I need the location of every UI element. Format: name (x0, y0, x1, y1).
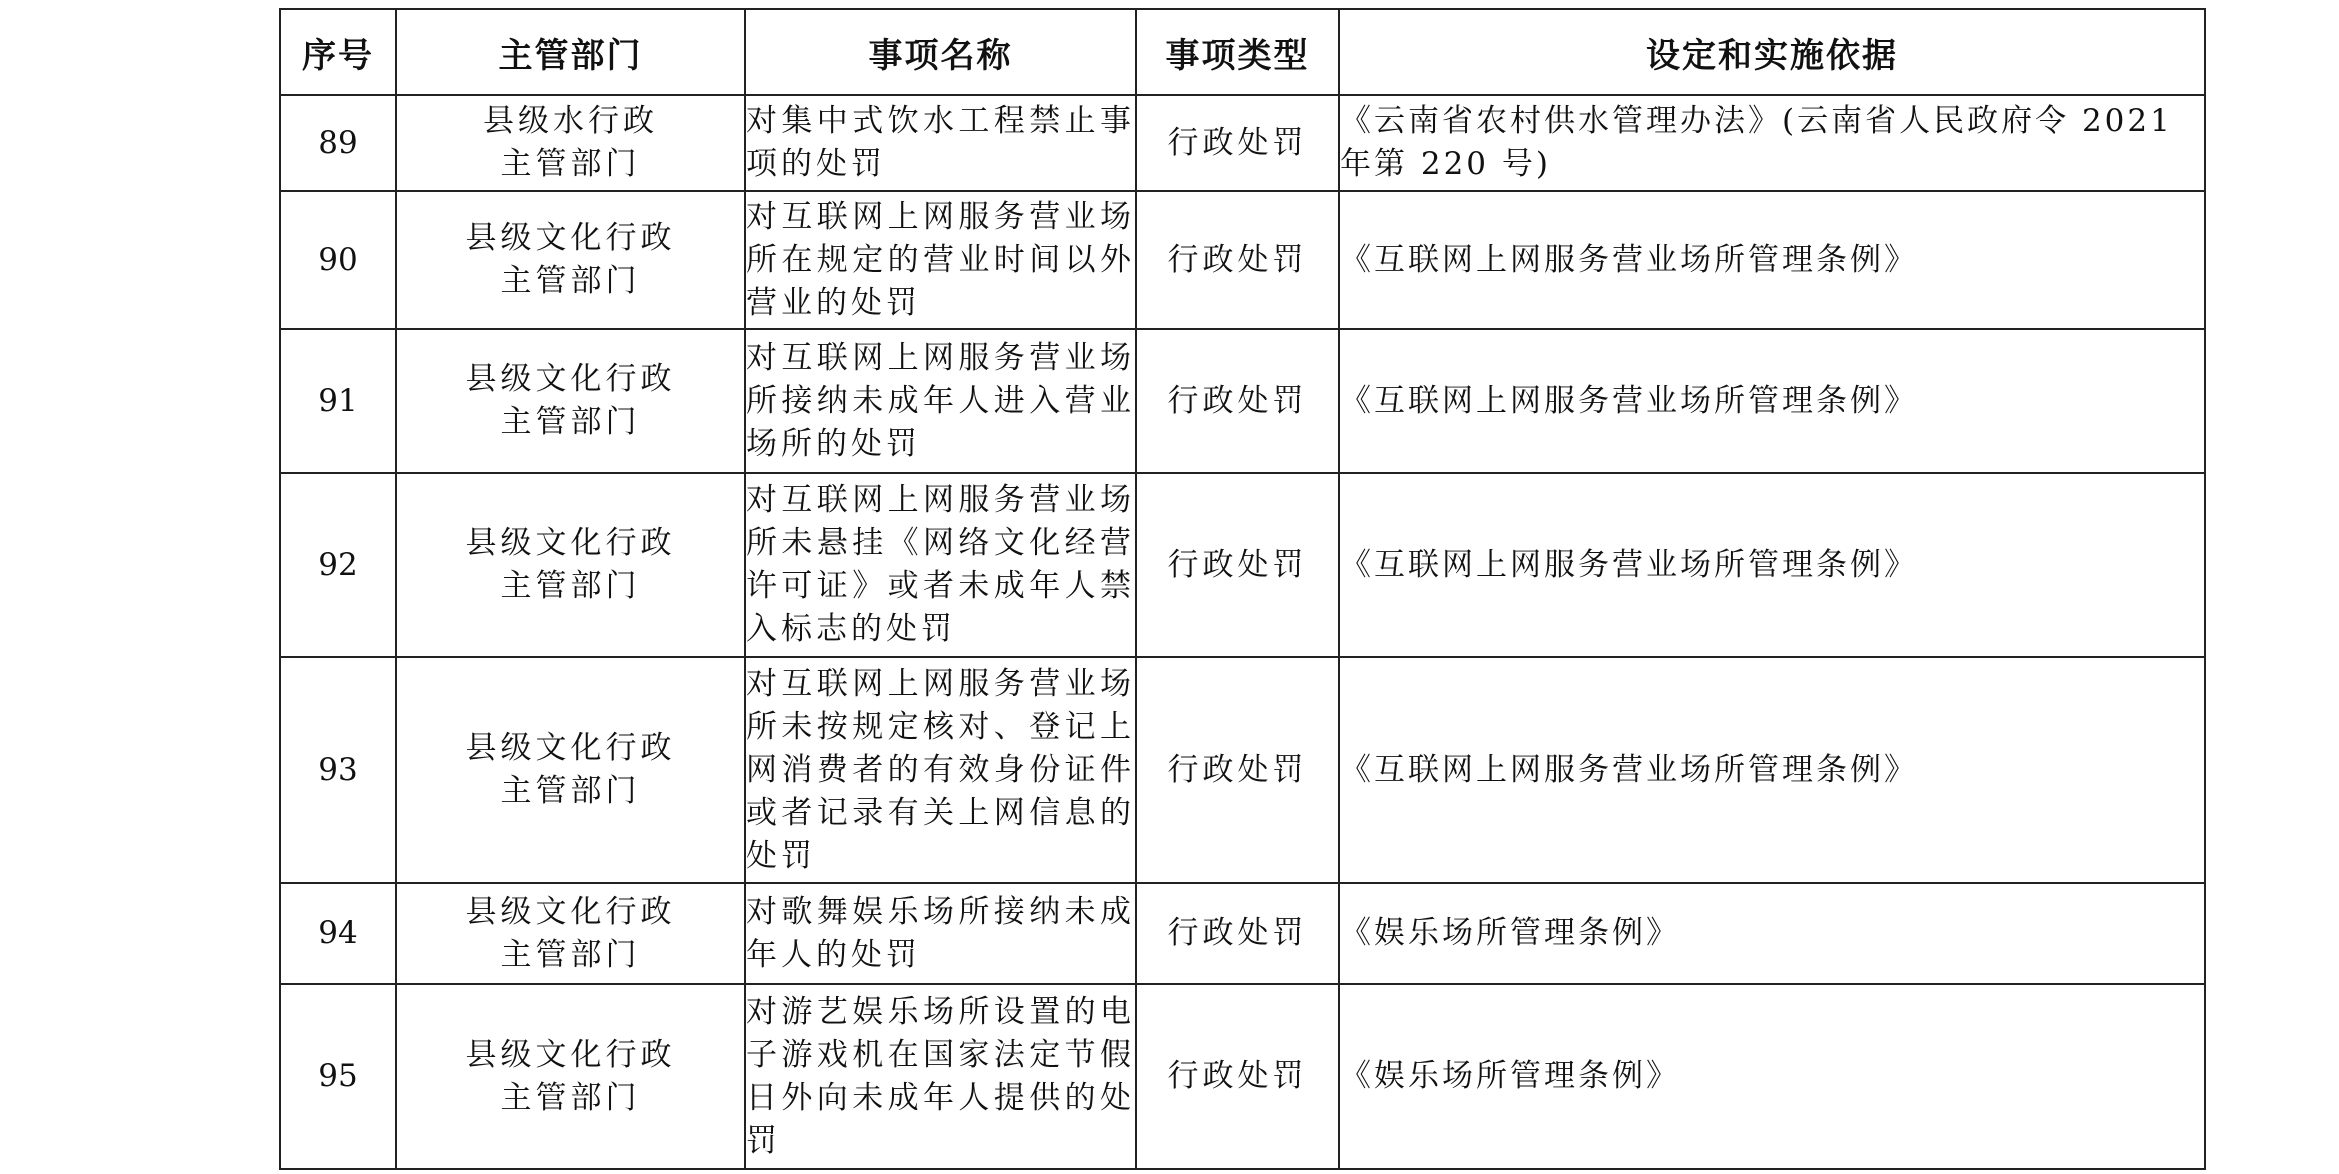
table-row (280, 883, 2205, 984)
table-row (280, 657, 2205, 883)
dept-line: 主管部门 (500, 773, 641, 809)
row-no: 90 (280, 191, 396, 329)
row-item: 对互联网上网服务营业场所未按规定核对、登记上网消费者的有效身份证件或者记录有关上网信息的处罚 (745, 657, 1136, 883)
row-type: 行政处罚 (1136, 191, 1339, 329)
table-row (280, 191, 2205, 329)
header-dept: 主管部门 (396, 9, 745, 95)
table-row (280, 329, 2205, 473)
row-type: 行政处罚 (1136, 883, 1339, 984)
dept-line: 县级文化行政 (465, 361, 676, 397)
row-dept (396, 984, 745, 1169)
row-type: 行政处罚 (1136, 984, 1339, 1169)
row-type: 行政处罚 (1136, 473, 1339, 657)
header-row (280, 9, 2205, 95)
table-row (280, 95, 2205, 191)
header-type: 事项类型 (1136, 9, 1339, 95)
row-basis: 《云南省农村供水管理办法》(云南省人民政府令 2021 年第 220 号) (1339, 95, 2205, 191)
dept-line: 主管部门 (500, 568, 641, 604)
dept-line: 县级文化行政 (465, 220, 676, 256)
row-no: 93 (280, 657, 396, 883)
row-dept (396, 657, 745, 883)
dept-line: 县级文化行政 (465, 893, 676, 930)
dept-line: 县级水行政 (483, 103, 658, 139)
dept-line: 主管部门 (500, 1079, 641, 1116)
row-item: 对互联网上网服务营业场所未悬挂《网络文化经营许可证》或者未成年人禁入标志的处罚 (745, 473, 1136, 657)
dept-line: 主管部门 (500, 263, 641, 299)
row-basis: 《互联网上网服务营业场所管理条例》 (1339, 473, 2205, 657)
row-basis: 《互联网上网服务营业场所管理条例》 (1339, 657, 2205, 883)
table-row (280, 984, 2205, 1169)
row-type: 行政处罚 (1136, 95, 1339, 191)
row-type: 行政处罚 (1136, 657, 1339, 883)
row-dept (396, 95, 745, 191)
header-no: 序号 (280, 9, 396, 95)
row-no: 91 (280, 329, 396, 473)
row-dept (396, 329, 745, 473)
row-item: 对游艺娱乐场所设置的电子游戏机在国家法定节假日外向未成年人提供的处罚 (745, 984, 1136, 1169)
row-basis: 《娱乐场所管理条例》 (1339, 984, 2205, 1169)
dept-line: 县级文化行政 (465, 730, 676, 766)
dept-line: 主管部门 (500, 936, 641, 973)
row-type: 行政处罚 (1136, 329, 1339, 473)
dept-line: 县级文化行政 (465, 1036, 676, 1073)
dept-line: 主管部门 (500, 146, 641, 182)
row-no: 95 (280, 984, 396, 1169)
row-basis: 《互联网上网服务营业场所管理条例》 (1339, 191, 2205, 329)
header-item: 事项名称 (745, 9, 1136, 95)
row-item: 对歌舞娱乐场所接纳未成年人的处罚 (745, 883, 1136, 984)
header-basis: 设定和实施依据 (1339, 9, 2205, 95)
row-no: 94 (280, 883, 396, 984)
row-item: 对集中式饮水工程禁止事项的处罚 (745, 95, 1136, 191)
row-item: 对互联网上网服务营业场所接纳未成年人进入营业场所的处罚 (745, 329, 1136, 473)
row-item: 对互联网上网服务营业场所在规定的营业时间以外营业的处罚 (745, 191, 1136, 329)
row-no: 89 (280, 95, 396, 191)
row-dept (396, 191, 745, 329)
table-row (280, 473, 2205, 657)
row-dept (396, 883, 745, 984)
regulation-table (279, 8, 2206, 1170)
row-no: 92 (280, 473, 396, 657)
row-basis: 《娱乐场所管理条例》 (1339, 883, 2205, 984)
row-dept (396, 473, 745, 657)
dept-line: 主管部门 (500, 404, 641, 440)
row-basis: 《互联网上网服务营业场所管理条例》 (1339, 329, 2205, 473)
dept-line: 县级文化行政 (465, 525, 676, 561)
